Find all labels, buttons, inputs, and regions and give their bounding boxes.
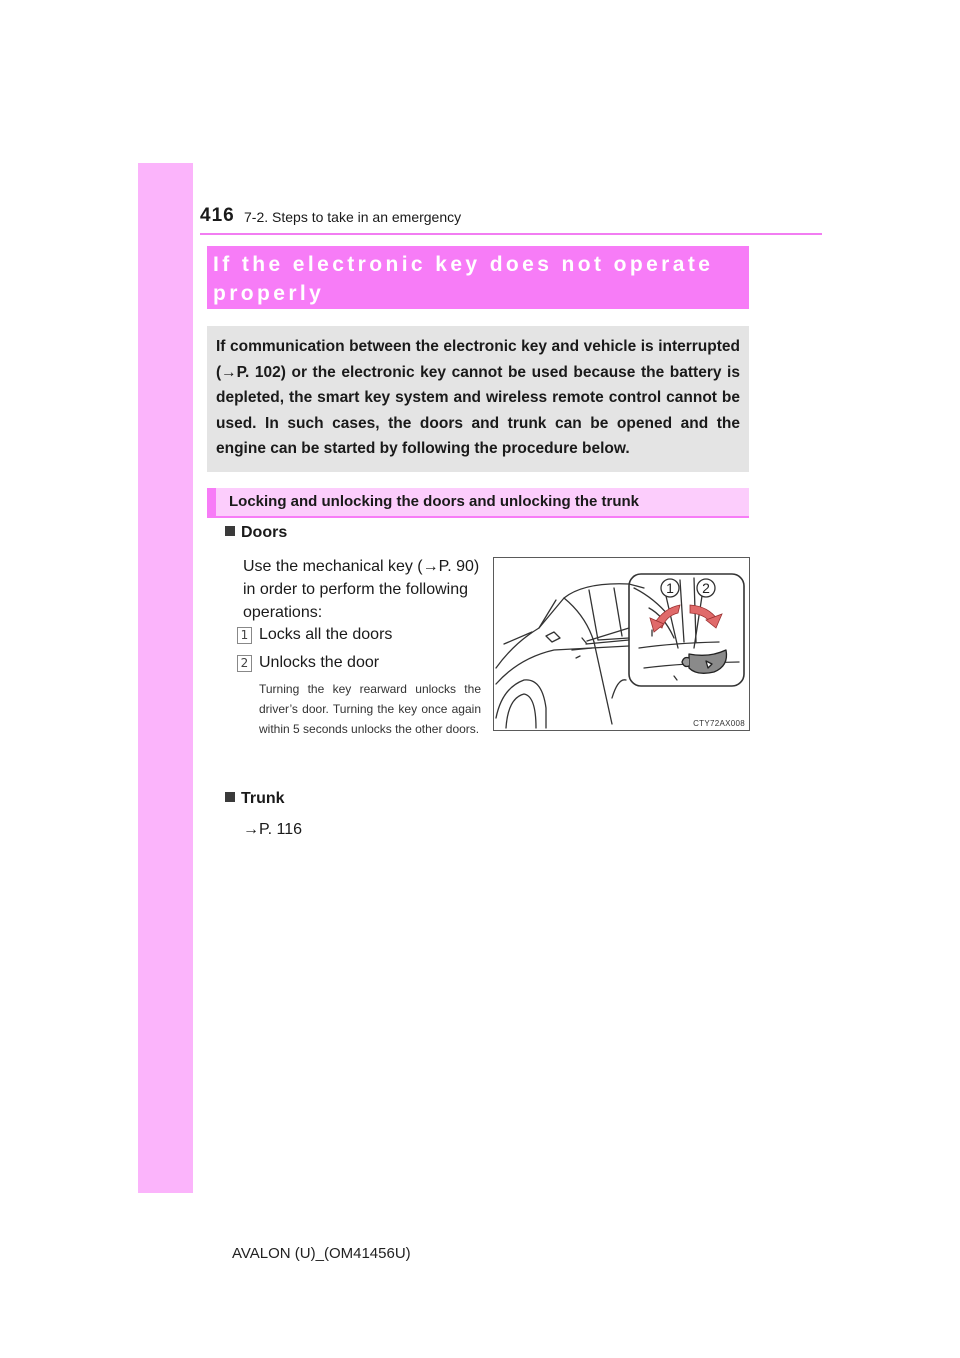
- intro-text: If communication between the electronic key and vehicle is interrupted (→P. 102) or the electronic key cannot be used because the battery is depleted, the smart key system and wireless remote control cannot be used. In such cases, the doors and trunk can be opened and the engine can be started by following the procedure below.: [216, 338, 740, 457]
- step-1: [237, 626, 392, 644]
- door-key-illustration: [493, 557, 750, 731]
- doors-instruction: Use the mechanical key (→P. 90) in order to perform the following operations:: [243, 558, 480, 621]
- section-reference: 7-2. Steps to take in an emergency: [244, 209, 462, 225]
- sub-heading: [207, 488, 749, 518]
- doors-note: Turning the key rearward unlocks the driver’s door. Turning the key once again within 5 seconds unlocks the other doors.: [259, 682, 481, 736]
- step-1-text: Locks all the doors: [259, 626, 393, 643]
- page-header: [200, 205, 822, 235]
- car-door-key-drawing: [494, 558, 749, 730]
- sub-heading-text: Locking and unlocking the doors and unlocking the trunk: [229, 493, 640, 510]
- doors-heading-text: Doors: [241, 524, 288, 541]
- page-number: 416: [200, 205, 235, 226]
- step-2-number: 2: [237, 655, 252, 672]
- title-line-2: properly: [213, 282, 325, 305]
- title-line-1: If the electronic key does not operate: [213, 253, 714, 276]
- chapter-side-tab: [138, 163, 193, 1193]
- trunk-heading-text: Trunk: [241, 790, 285, 807]
- step-2: [237, 654, 379, 672]
- title-banner: [207, 246, 749, 309]
- square-bullet-icon: [225, 792, 235, 802]
- step-1-number: 1: [237, 627, 252, 644]
- callout-1: 1: [666, 580, 674, 596]
- intro-box: [207, 326, 749, 472]
- footer-model-code: AVALON (U)_(OM41456U): [232, 1245, 411, 1262]
- callout-2: 2: [702, 580, 710, 596]
- doors-heading: [225, 524, 287, 542]
- trunk-reference[interactable]: →P. 116: [243, 821, 303, 838]
- step-2-text: Unlocks the door: [259, 654, 380, 671]
- square-bullet-icon: [225, 526, 235, 536]
- figure-code: CTY72AX008: [693, 719, 745, 728]
- trunk-heading: [225, 790, 285, 808]
